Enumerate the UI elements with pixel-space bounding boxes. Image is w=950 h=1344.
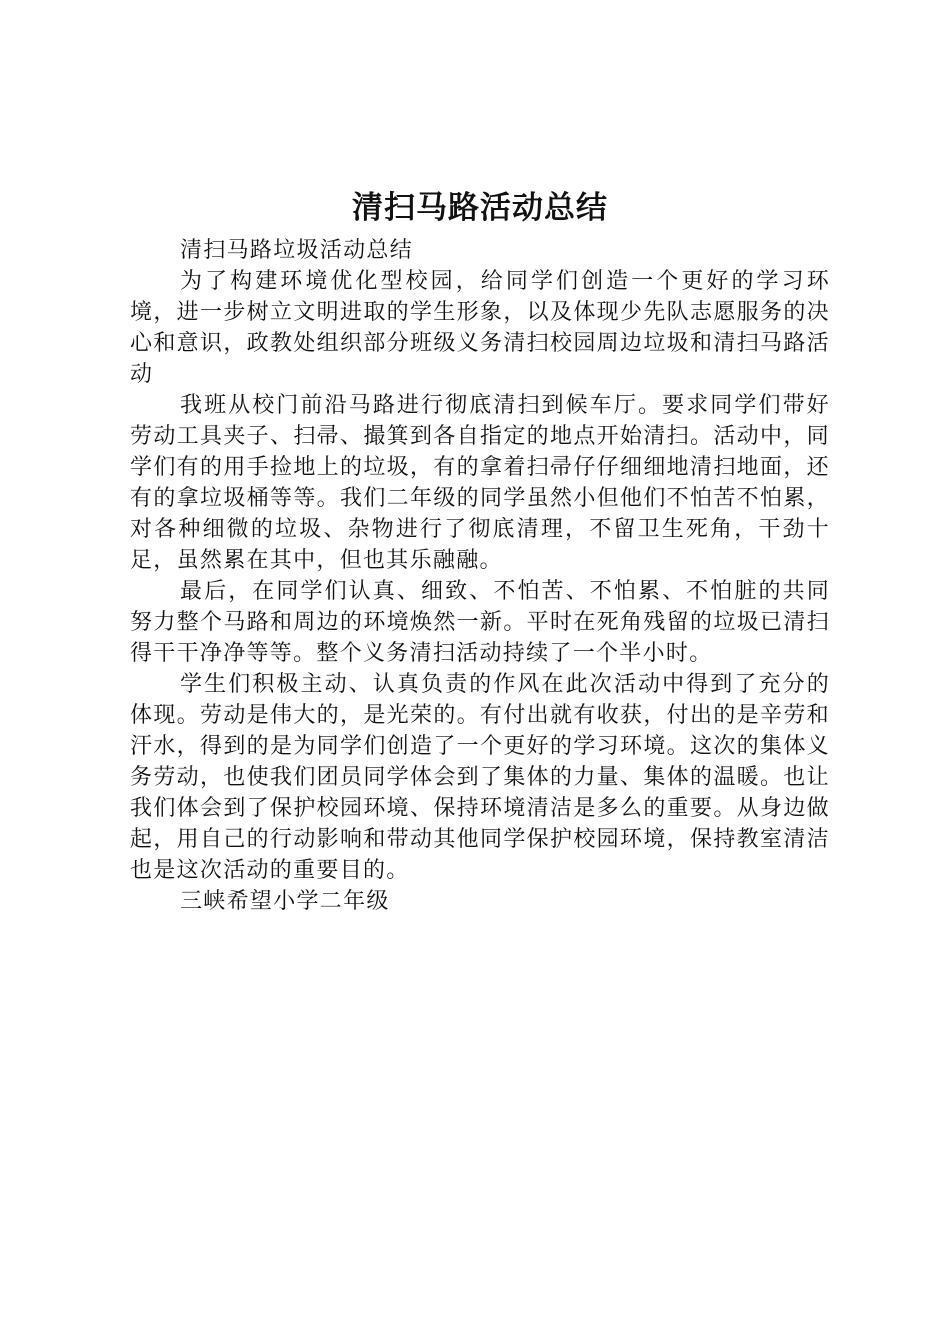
paragraph-4: 学生们积极主动、认真负责的作风在此次活动中得到了充分的体现。劳动是伟大的，是光荣的。有付出就有收获，付出的是辛劳和汗水，得到的是为同学们创造了一个更好的学习环境。这次的集体义务劳动，也使我们团员同学体会到了集体的力量、集体的温暖。也让我们体会到了保护校园环境、保持环境清洁是多么的重要。从身边做起，用自己的行动影响和带动其他同学保护校园环境，保持教室清洁也是这次活动的重要目的。 (130, 672, 830, 883)
document-body (130, 184, 830, 917)
paragraph-1: 为了构建环境优化型校园，给同学们创造一个更好的学习环境，进一步树立文明进取的学生形象，以及体现少先队志愿服务的决心和意识，政教处组织部分班级义务清扫校园周边垃圾和清扫马路活动 (130, 269, 830, 387)
signature: 三峡希望小学二年级 (180, 889, 390, 914)
paragraph-2: 我班从校门前沿马路进行彻底清扫到候车厅。要求同学们带好劳动工具夹子、扫帚、撮箕到各自指定的地点开始清扫。活动中，同学们有的用手捡地上的垃圾，有的拿着扫帚仔仔细细地清扫地面，还有的拿垃圾桶等等。我们二年级的同学虽然小但他们不怕苦不怕累，对各种细微的垃圾、杂物进行了彻底清理，不留卫生死角，干劲十足，虽然累在其中，但也其乐融融。 (130, 393, 830, 573)
document-subtitle: 清扫马路垃圾活动总结 (180, 238, 414, 263)
paragraph-3: 最后，在同学们认真、细致、不怕苦、不怕累、不怕脏的共同努力整个马路和周边的环境焕然一新。平时在死角残留的垃圾已清扫得干干净净等等。整个义务清扫活动持续了一个半小时。 (130, 579, 830, 666)
document-title: 清扫马路活动总结 (352, 190, 608, 226)
